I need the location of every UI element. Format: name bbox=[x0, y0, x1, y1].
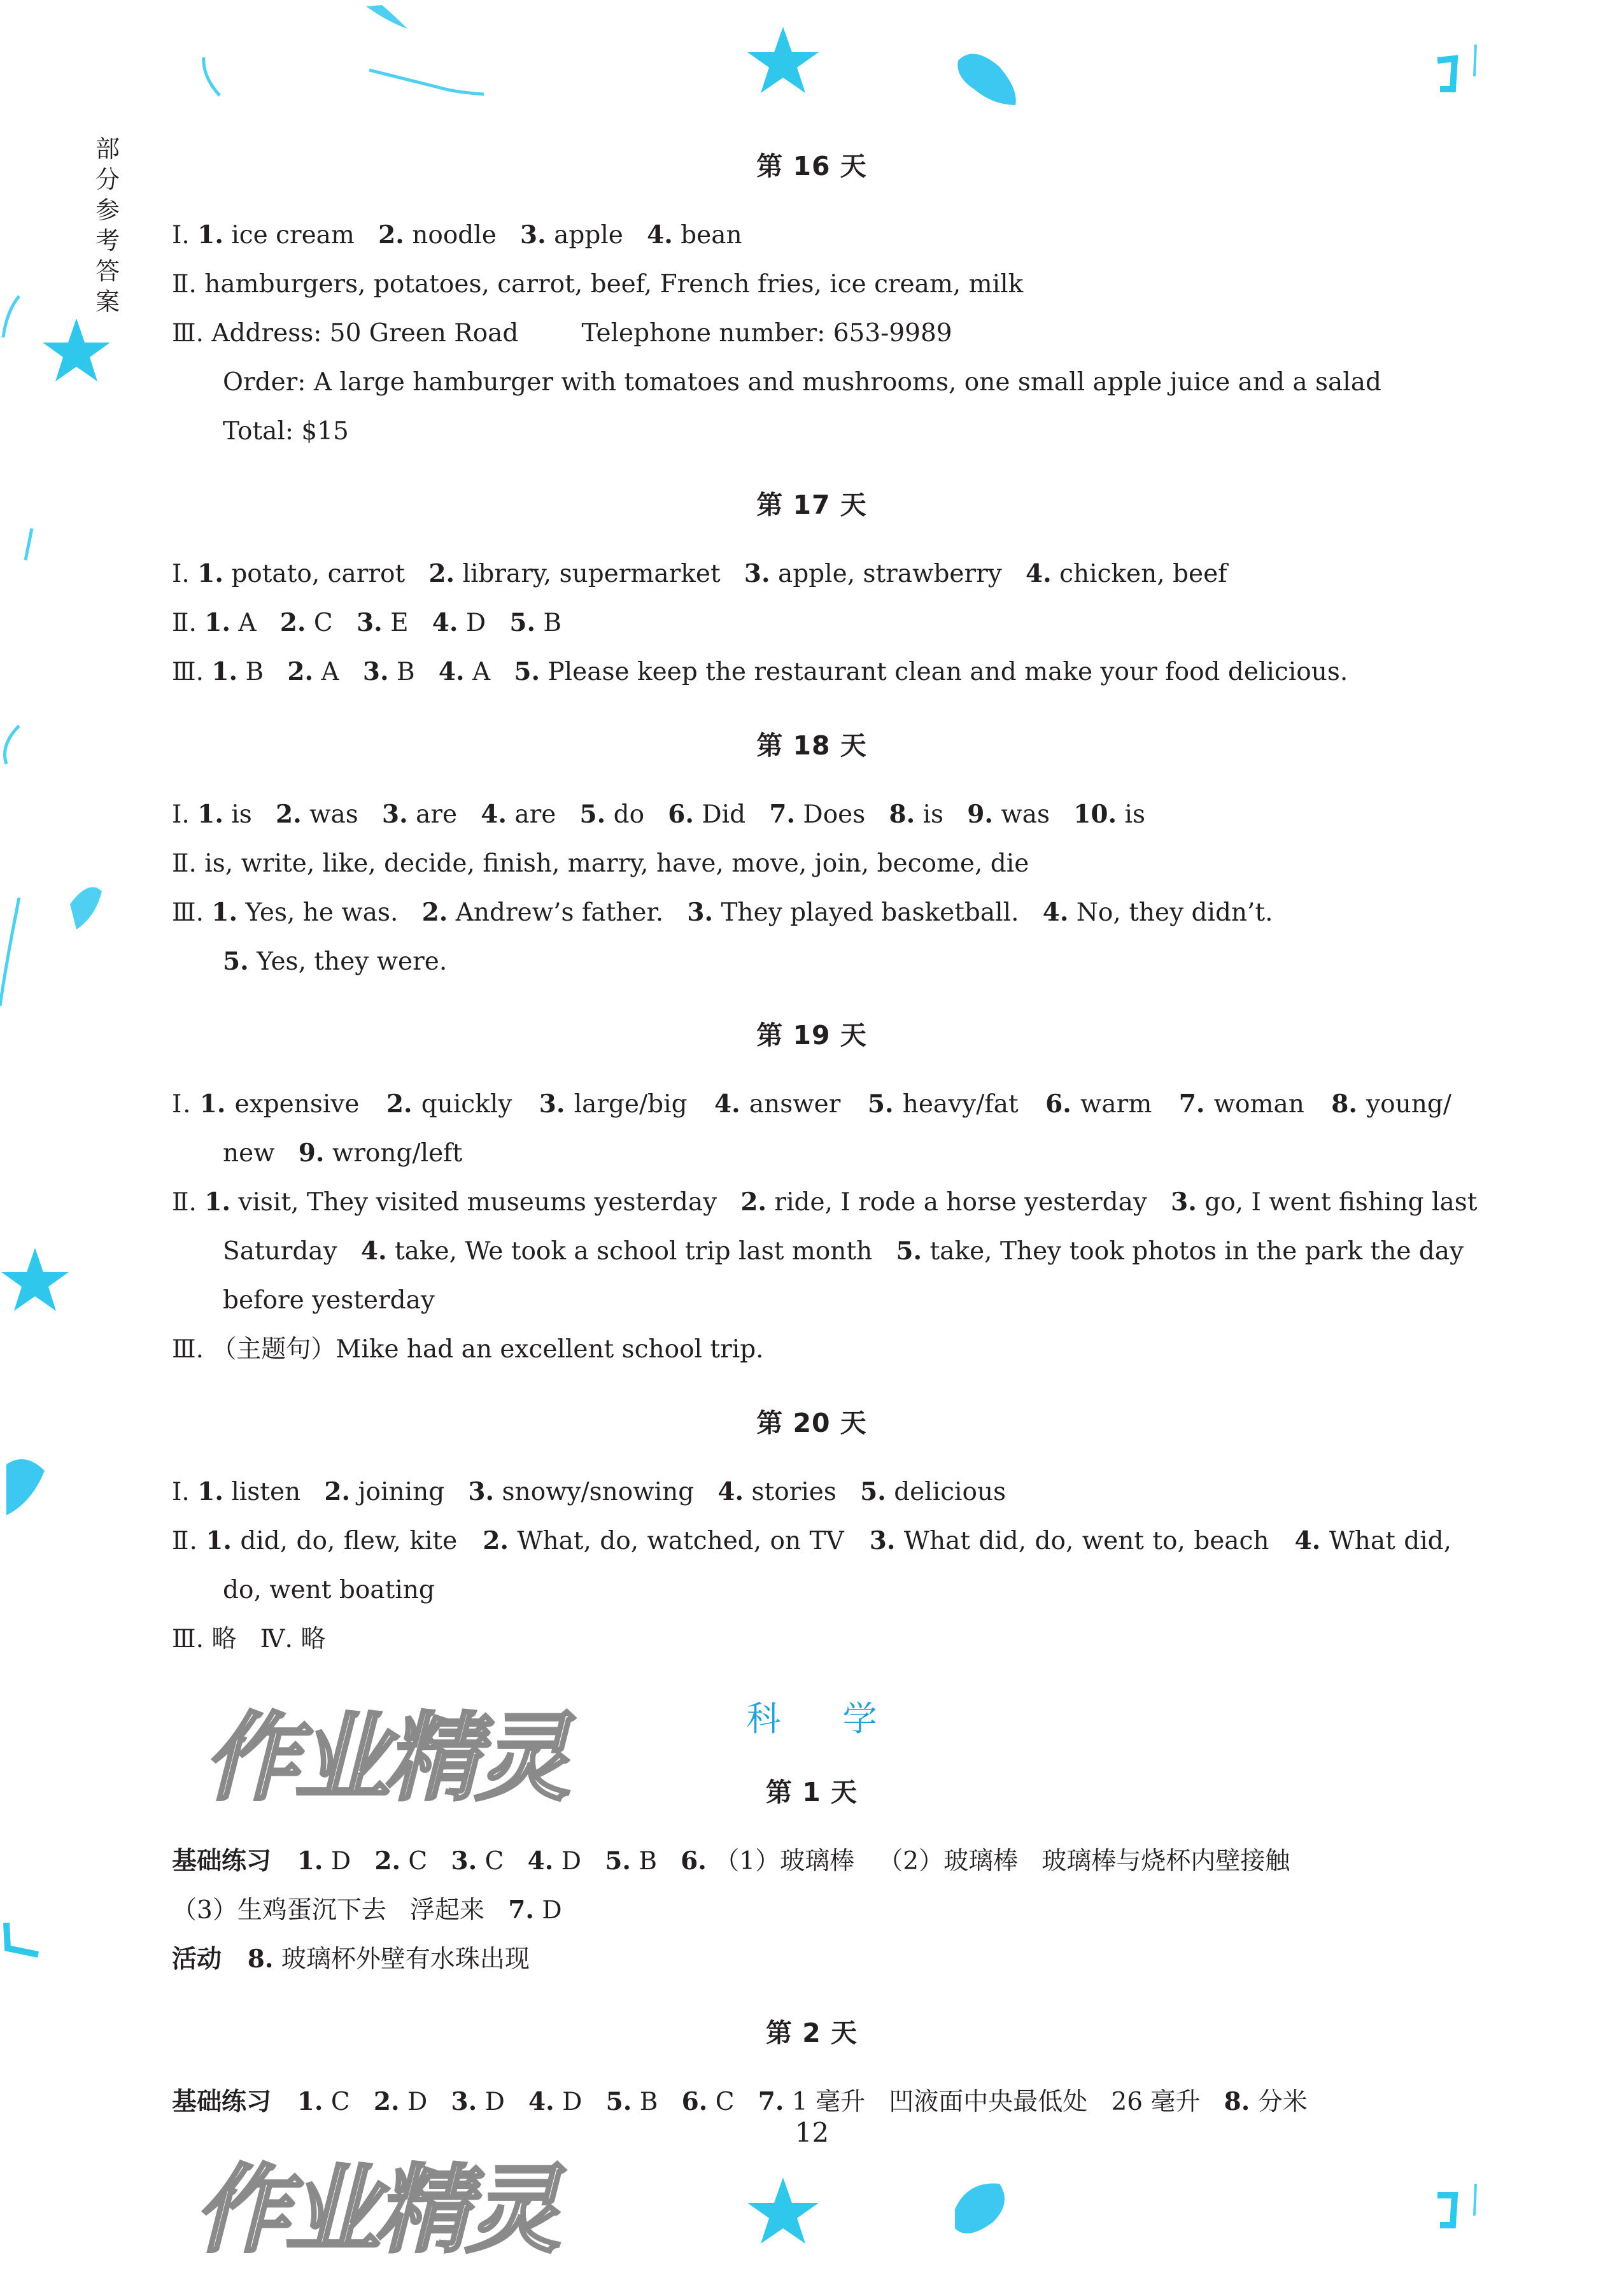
answer-text: go, I went fishing last bbox=[1196, 1188, 1478, 1217]
answer-text: Yes, he was. bbox=[237, 898, 422, 927]
question-number: 5. bbox=[605, 2087, 632, 2116]
question-number: 活动 bbox=[172, 1944, 248, 1974]
question-number: 2. bbox=[373, 2087, 400, 2116]
answer-text: A bbox=[464, 658, 514, 686]
answer-text: Yes, they were. bbox=[248, 947, 448, 976]
answer-text: snowy/snowing bbox=[494, 1478, 718, 1506]
side-label: 部分参考答案 bbox=[95, 135, 120, 316]
question-number: 1. bbox=[197, 220, 223, 250]
answer-text: warm bbox=[1071, 1090, 1179, 1119]
question-number: 3. bbox=[362, 657, 389, 686]
answer-text: C bbox=[477, 1847, 528, 1876]
question-number: 5. bbox=[579, 800, 606, 829]
answer-text: Ⅲ. bbox=[172, 898, 212, 927]
question-number: 2. bbox=[276, 800, 302, 829]
question-number: 5. bbox=[896, 1236, 922, 1266]
answer-text: chicken, beef bbox=[1051, 560, 1227, 588]
question-number: 1. bbox=[297, 2087, 323, 2116]
answer-line bbox=[172, 407, 1451, 456]
question-number: 4. bbox=[527, 1846, 554, 1876]
answer-line bbox=[172, 1837, 1451, 1886]
answer-text: D bbox=[477, 2088, 529, 2116]
question-number: 3. bbox=[869, 1526, 896, 1555]
leaf-decoration bbox=[955, 2184, 1005, 2234]
answer-content bbox=[172, 145, 1478, 2154]
answer-text: Saturday bbox=[223, 1237, 361, 1266]
answer-text: Ⅰ. bbox=[172, 560, 198, 588]
day-section bbox=[172, 1771, 1451, 1984]
answer-text: C bbox=[323, 2088, 374, 2116]
answer-text: What, do, watched, on TV bbox=[509, 1527, 870, 1555]
answer-text: C bbox=[707, 2088, 758, 2116]
question-number: 4. bbox=[1042, 898, 1069, 927]
question-number: 5. bbox=[223, 947, 249, 976]
watermark: 作业精灵 bbox=[194, 2155, 556, 2266]
question-number: 4. bbox=[432, 608, 458, 637]
answer-text: is bbox=[915, 800, 968, 829]
day-section bbox=[172, 1014, 1478, 1374]
answer-text: delicious bbox=[886, 1478, 1006, 1506]
answer-text: Ⅰ. bbox=[172, 221, 198, 250]
question-number: 4. bbox=[528, 2087, 554, 2116]
answer-line bbox=[172, 211, 1451, 260]
question-number: 8. bbox=[247, 1944, 274, 1974]
question-number: 4. bbox=[438, 657, 465, 686]
answer-line bbox=[172, 549, 1451, 598]
answer-text: （1）玻璃棒 （2）玻璃棒 玻璃棒与烧杯内壁接触 bbox=[706, 1847, 1290, 1876]
question-number: 3. bbox=[687, 898, 714, 927]
answer-line bbox=[172, 1276, 1451, 1325]
answer-line bbox=[172, 647, 1451, 697]
answer-text: ride, I rode a horse yesterday bbox=[766, 1188, 1171, 1217]
question-number: 3. bbox=[468, 1477, 495, 1506]
answer-text: Does bbox=[795, 800, 889, 829]
question-number: 1. bbox=[197, 1477, 223, 1506]
day-heading: 第 19 天 bbox=[756, 1020, 867, 1051]
answer-text: B bbox=[632, 2088, 682, 2116]
answer-text: D bbox=[323, 1847, 375, 1876]
answer-text: noodle bbox=[404, 221, 521, 250]
question-number: 6. bbox=[1045, 1089, 1071, 1119]
day-heading: 第 16 天 bbox=[756, 151, 867, 181]
question-number: 2. bbox=[483, 1526, 509, 1555]
day-heading: 第 18 天 bbox=[756, 730, 867, 761]
day-section bbox=[172, 1402, 1451, 1664]
day-section bbox=[172, 484, 1451, 697]
answer-text: are bbox=[506, 800, 580, 829]
question-number: 10. bbox=[1073, 800, 1117, 829]
decoration-top bbox=[0, 0, 1624, 153]
answer-line bbox=[172, 1129, 1451, 1178]
question-number: 9. bbox=[298, 1138, 325, 1168]
question-number: 3. bbox=[451, 2087, 477, 2116]
answer-text: listen bbox=[223, 1478, 325, 1506]
question-number: 1. bbox=[197, 559, 223, 588]
watermark: 作业精灵 bbox=[204, 1703, 566, 1814]
question-number: 1. bbox=[211, 898, 238, 927]
answer-text: ice cream bbox=[223, 221, 379, 250]
answer-text: （3）生鸡蛋沉下去 浮起来 bbox=[172, 1896, 509, 1925]
answer-text: Ⅰ. bbox=[172, 1090, 200, 1119]
day-heading: 第 2 天 bbox=[765, 2018, 858, 2048]
answer-text: woman bbox=[1204, 1090, 1332, 1119]
answer-text: heavy/fat bbox=[893, 1090, 1046, 1119]
brush-stroke-decoration bbox=[204, 57, 220, 96]
answer-line bbox=[172, 1468, 1451, 1517]
answer-text: Ⅲ. bbox=[172, 658, 212, 686]
question-number: 4. bbox=[360, 1236, 387, 1266]
answer-text: D bbox=[533, 1896, 562, 1925]
answer-text: Ⅲ. Address: 50 Green Road Telephone number: 653-9989 bbox=[172, 319, 952, 348]
question-number: 2. bbox=[374, 1846, 401, 1876]
answer-text: 1 毫升 凹液面中央最低处 26 毫升 bbox=[784, 2088, 1224, 2116]
answer-text: visit, They visited museums yesterday bbox=[230, 1188, 741, 1217]
question-number: 3. bbox=[520, 220, 546, 250]
answer-text: No, they didn’t. bbox=[1068, 898, 1273, 927]
answer-text: Ⅱ. is, write, like, decide, finish, marry, have, move, join, become, die bbox=[172, 849, 1029, 878]
question-number: 4. bbox=[1294, 1526, 1321, 1555]
question-number: 1. bbox=[211, 657, 238, 686]
day-section bbox=[172, 145, 1451, 456]
answer-text: is bbox=[223, 800, 276, 829]
answer-text: 分米 bbox=[1250, 2088, 1308, 2116]
answer-text: library, supermarket bbox=[455, 560, 744, 588]
answer-text: E bbox=[382, 609, 432, 637]
answer-text: Ⅱ. bbox=[172, 1527, 206, 1555]
question-number: 5. bbox=[860, 1477, 886, 1506]
answer-text: What did, bbox=[1320, 1527, 1452, 1555]
question-number: 基础练习 bbox=[172, 2087, 297, 2116]
question-number: 3. bbox=[451, 1846, 477, 1876]
question-number: 5. bbox=[605, 1846, 631, 1876]
question-number: 4. bbox=[717, 1477, 744, 1506]
answer-text: Ⅱ. hamburgers, potatoes, carrot, beef, French fries, ice cream, milk bbox=[172, 270, 1024, 299]
answer-line bbox=[172, 309, 1451, 358]
question-number: 2. bbox=[287, 657, 314, 686]
page-number: 12 bbox=[794, 2117, 830, 2148]
star-decoration bbox=[747, 27, 819, 93]
answer-text: expensive bbox=[225, 1090, 386, 1119]
day-section bbox=[172, 2012, 1451, 2126]
answer-text: stories bbox=[744, 1478, 861, 1506]
question-number: 5. bbox=[867, 1089, 894, 1119]
question-number: 3. bbox=[744, 559, 770, 588]
answer-text: take, They took photos in the park the day bbox=[922, 1237, 1464, 1266]
answer-line bbox=[172, 1227, 1464, 1276]
answer-text: D bbox=[399, 2088, 451, 2116]
question-number: 2. bbox=[740, 1187, 767, 1217]
answer-text: young/ bbox=[1357, 1090, 1452, 1119]
question-number: 4. bbox=[481, 800, 507, 829]
answer-line bbox=[172, 1935, 1451, 1984]
question-number: 8. bbox=[1224, 2087, 1250, 2116]
answer-text: They played basketball. bbox=[713, 898, 1043, 927]
question-number: 6. bbox=[681, 2087, 708, 2116]
answer-line bbox=[172, 260, 1451, 309]
question-number: 8. bbox=[889, 800, 915, 829]
question-number: 3. bbox=[356, 608, 383, 637]
question-number: 7. bbox=[758, 2087, 784, 2116]
decoration-left bbox=[0, 242, 127, 2025]
day-heading: 第 17 天 bbox=[756, 490, 867, 520]
bracket-decoration bbox=[1437, 59, 1455, 89]
answer-text: apple, strawberry bbox=[770, 560, 1026, 588]
question-number: 7. bbox=[1178, 1089, 1205, 1119]
star-decoration bbox=[43, 318, 110, 381]
answer-text: did, do, flew, kite bbox=[231, 1527, 483, 1555]
answer-text: 玻璃杯外壁有水珠出现 bbox=[273, 1945, 530, 1974]
answer-line bbox=[172, 1178, 1478, 1227]
question-number: 3. bbox=[539, 1089, 565, 1119]
answer-text: B bbox=[630, 1847, 681, 1876]
answer-line bbox=[172, 1615, 1451, 1664]
question-number: 4. bbox=[1026, 559, 1052, 588]
answer-text: A bbox=[230, 609, 280, 637]
answer-line bbox=[172, 790, 1451, 839]
day-section bbox=[172, 725, 1451, 986]
answer-text: D bbox=[458, 609, 510, 637]
answer-text: do bbox=[605, 800, 668, 829]
answer-line bbox=[172, 1886, 1451, 1935]
answer-line bbox=[172, 1080, 1451, 1129]
question-number: 3. bbox=[381, 800, 408, 829]
answer-text: D bbox=[553, 1847, 605, 1876]
question-number: 2. bbox=[324, 1477, 351, 1506]
answer-text: Ⅲ. 略 Ⅳ. 略 bbox=[172, 1625, 326, 1653]
answer-text: Ⅰ. bbox=[172, 1478, 198, 1506]
answer-text: do, went boating bbox=[223, 1576, 435, 1604]
answer-text: answer bbox=[740, 1090, 868, 1119]
question-number: 1. bbox=[206, 1526, 232, 1555]
brush-stroke-decoration bbox=[369, 70, 484, 94]
answer-text: was bbox=[301, 800, 382, 829]
answer-text: Andrew’s father. bbox=[448, 898, 688, 927]
answer-text: are bbox=[407, 800, 481, 829]
question-number: 8. bbox=[1331, 1089, 1357, 1119]
question-number: 6. bbox=[668, 800, 695, 829]
answer-text: quickly bbox=[412, 1090, 539, 1119]
question-number: 1. bbox=[197, 800, 223, 829]
answer-line bbox=[172, 358, 1451, 407]
question-number: 7. bbox=[508, 1895, 534, 1925]
day-heading: 第 20 天 bbox=[756, 1408, 867, 1438]
question-number: 6. bbox=[681, 1846, 707, 1876]
question-number: 1. bbox=[199, 1089, 226, 1119]
question-number: 3. bbox=[1171, 1187, 1197, 1217]
answer-text: take, We took a school trip last month bbox=[386, 1237, 896, 1266]
answer-text: B bbox=[388, 658, 439, 686]
question-number: 2. bbox=[378, 220, 404, 250]
answer-text: Please keep the restaurant clean and make your food delicious. bbox=[540, 658, 1348, 686]
answer-text: C bbox=[306, 609, 357, 637]
answer-text: new bbox=[223, 1139, 299, 1168]
answer-text: A bbox=[313, 658, 363, 686]
question-number: 9. bbox=[967, 800, 993, 829]
answer-line bbox=[172, 839, 1451, 888]
question-number: 7. bbox=[769, 800, 796, 829]
question-number: 2. bbox=[279, 608, 306, 637]
star-decoration bbox=[747, 2177, 819, 2244]
star-decoration bbox=[1, 1248, 69, 1311]
answer-text: is bbox=[1117, 800, 1145, 829]
answer-text: D bbox=[554, 2088, 606, 2116]
question-number: 2. bbox=[428, 559, 455, 588]
question-number: 基础练习 bbox=[172, 1846, 297, 1876]
english-answers bbox=[172, 145, 1478, 1664]
answer-text: Did bbox=[694, 800, 770, 829]
question-number: 5. bbox=[514, 657, 540, 686]
question-number: 2. bbox=[386, 1089, 413, 1119]
question-number: 4. bbox=[647, 220, 673, 250]
answer-text: large/big bbox=[565, 1090, 715, 1119]
answer-text: What did, do, went to, beach bbox=[895, 1527, 1295, 1555]
answer-line bbox=[172, 888, 1451, 937]
answer-line bbox=[172, 1325, 1451, 1374]
answer-text: bean bbox=[672, 221, 742, 250]
answer-line bbox=[172, 937, 1451, 986]
answer-text: joining bbox=[350, 1478, 469, 1506]
answer-text: C bbox=[400, 1847, 451, 1876]
question-number: 1. bbox=[204, 608, 231, 637]
answer-text: Ⅱ. bbox=[172, 1188, 205, 1217]
question-number: 1. bbox=[297, 1846, 323, 1876]
answer-text: Ⅱ. bbox=[172, 609, 205, 637]
day-heading: 第 1 天 bbox=[765, 1777, 858, 1808]
answer-text: wrong/left bbox=[324, 1139, 463, 1168]
answer-text: potato, carrot bbox=[223, 560, 429, 588]
question-number: 1. bbox=[204, 1187, 231, 1217]
bracket-decoration bbox=[1437, 2195, 1455, 2225]
leaf-decoration bbox=[957, 54, 1015, 105]
brush-stroke-decoration bbox=[366, 5, 407, 29]
question-number: 4. bbox=[714, 1089, 740, 1119]
answer-line bbox=[172, 1566, 1451, 1615]
question-number: 5. bbox=[509, 608, 536, 637]
answer-line bbox=[172, 598, 1451, 647]
answer-line bbox=[172, 1517, 1451, 1566]
answer-text: Ⅰ. bbox=[172, 800, 198, 829]
subject-title-science: 科 学 bbox=[746, 1699, 903, 1739]
answer-text: was bbox=[992, 800, 1074, 829]
answer-text: apple bbox=[546, 221, 647, 250]
answer-text: Order: A large hamburger with tomatoes and mushrooms, one small apple juice and a salad bbox=[223, 368, 1381, 397]
answer-text: B bbox=[237, 658, 288, 686]
answer-text: Total: $15 bbox=[223, 417, 349, 446]
question-number: 2. bbox=[421, 898, 448, 927]
answer-text: Ⅲ. （主题句）Mike had an excellent school trip. bbox=[172, 1335, 764, 1364]
answer-text: before yesterday bbox=[223, 1286, 435, 1315]
answer-text: B bbox=[535, 609, 562, 637]
science-answers bbox=[172, 1771, 1451, 2126]
